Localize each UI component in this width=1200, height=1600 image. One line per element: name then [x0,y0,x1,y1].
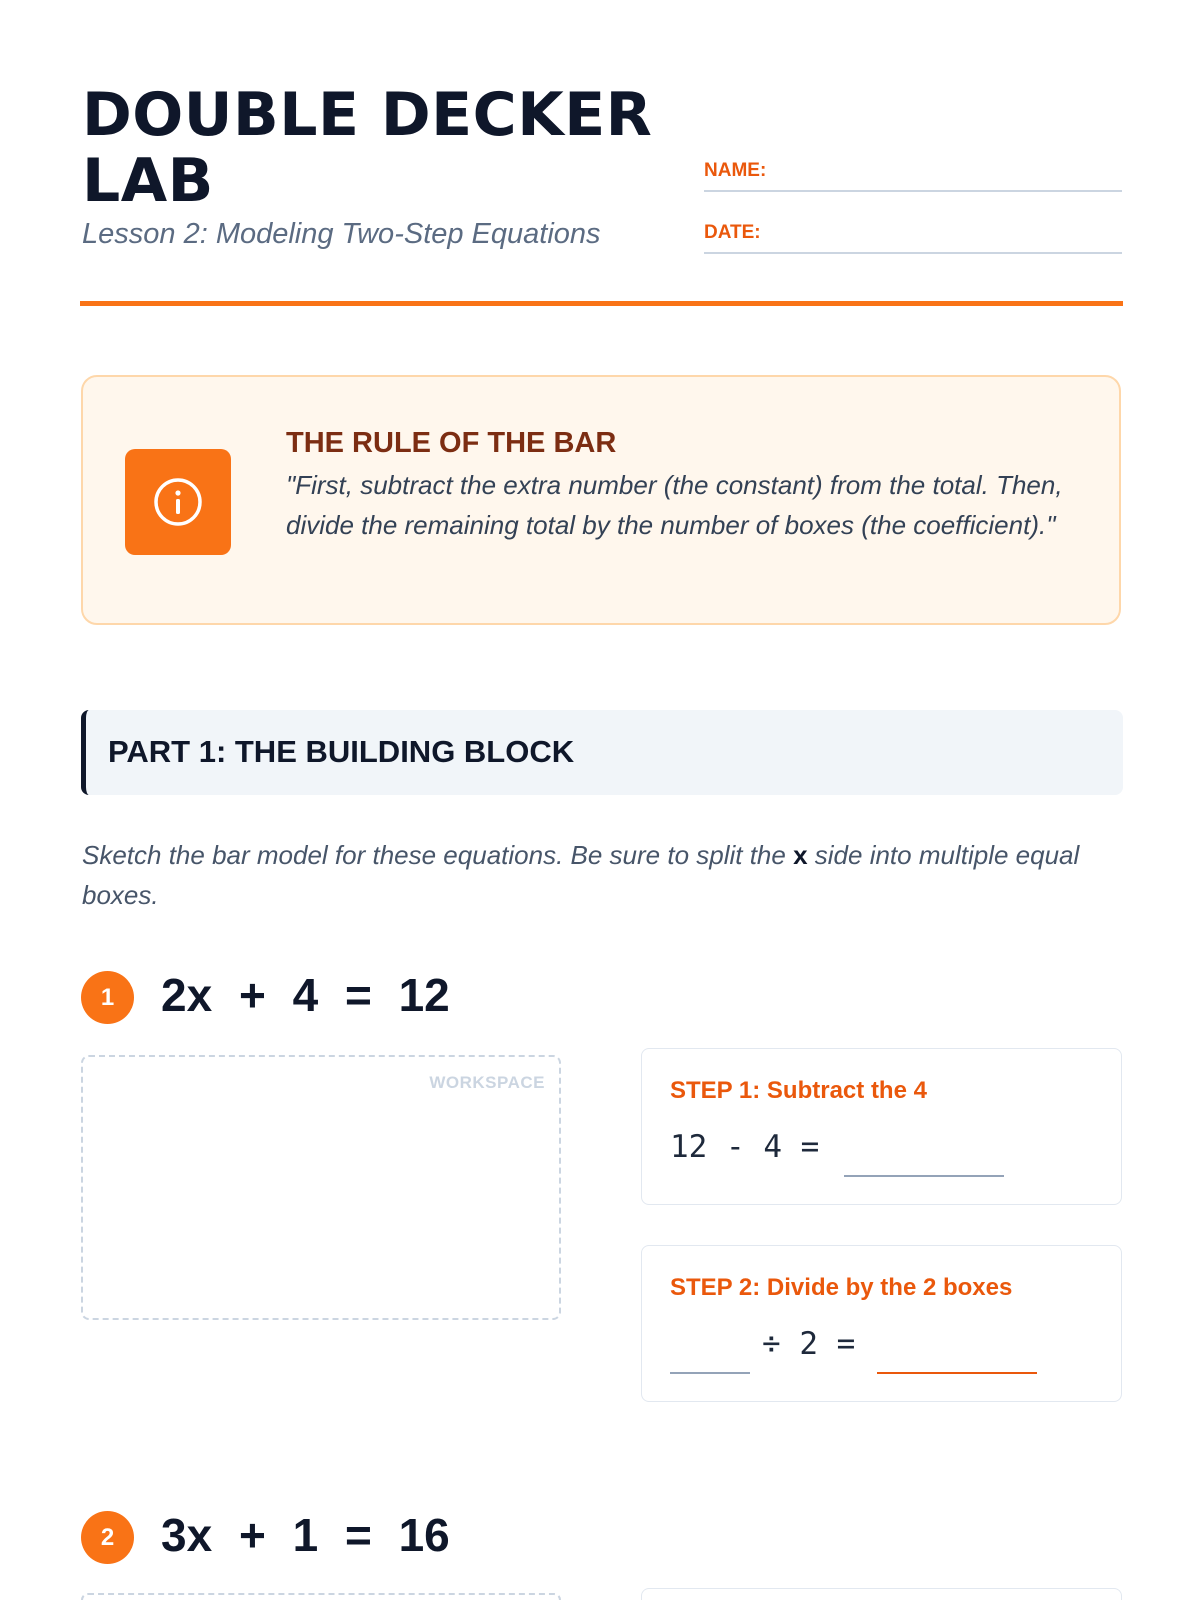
name-label: NAME: [704,160,767,181]
problem-1-equation: 2x + 4 = 12 [161,969,450,1021]
step-2-expression: ÷ 2 = [762,1326,856,1362]
problem-2-step-1 [641,1588,1122,1600]
problem-2-badge: 2 [81,1511,134,1564]
step-2-dividend-blank[interactable] [670,1372,750,1374]
step-2-answer-blank[interactable] [877,1372,1037,1374]
info-badge [125,449,231,555]
header-divider [80,301,1123,306]
callout-text: "First, subtract the extra number (the constant) from the total. Then, divide the remaining total by the number of boxes (the coefficient)." [286,470,1063,540]
section-header [81,710,1123,795]
problem-1-workspace[interactable] [81,1055,561,1320]
page-title [82,82,652,214]
step-1-title: STEP 1: Subtract the 4 [670,1077,927,1104]
instructions-variable: x [793,840,808,870]
instructions-text-start: Sketch the bar model for these equations. Be sure to split the [82,840,794,870]
rule-callout [81,375,1121,625]
problem-2-workspace[interactable] [81,1593,561,1600]
title-line-1: DOUBLE DECKER [82,80,653,150]
section-title: PART 1: THE BUILDING BLOCK [108,734,575,769]
date-field[interactable] [704,222,1122,254]
step-1-expression: 12 - 4 = [670,1129,820,1165]
problem-2-equation: 3x + 1 = 16 [161,1509,450,1561]
callout-title: THE RULE OF THE BAR [286,427,617,459]
instructions-text-end: side into multiple equal boxes. [82,840,1080,910]
problem-1-badge: 1 [81,971,134,1024]
step-1-answer-blank[interactable] [844,1175,1004,1177]
info-icon [152,476,204,528]
instructions [82,835,1122,915]
title-line-2: LAB [82,146,214,216]
date-label: DATE: [704,222,761,243]
lesson-subtitle: Lesson 2: Modeling Two-Step Equations [82,218,601,250]
problem-1-step-1 [641,1048,1122,1205]
workspace-label: WORKSPACE [429,1073,545,1092]
problem-1-step-2 [641,1245,1122,1402]
step-2-title: STEP 2: Divide by the 2 boxes [670,1274,1013,1301]
name-field[interactable] [704,160,1122,192]
